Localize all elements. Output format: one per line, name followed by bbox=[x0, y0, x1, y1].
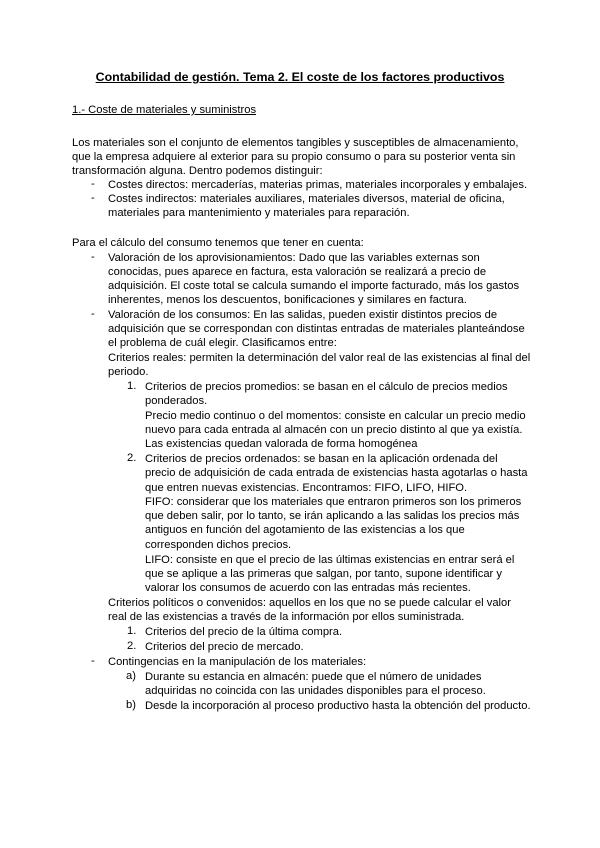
bullet-marker: - bbox=[91, 192, 95, 204]
list-item-continuation: periodo. bbox=[108, 366, 149, 378]
list-item-continuation: LIFO: consiste en que el precio de las últimas existencias en entrar será el bbox=[145, 554, 515, 566]
list-item-continuation: Precio medio continuo o del momentos: consiste en calcular un precio medio bbox=[145, 410, 526, 422]
paragraph-line: transformación alguna. Dentro podemos distinguir: bbox=[72, 165, 323, 177]
list-item-continuation: el problema de cuál elegir. Clasificamos entre: bbox=[108, 337, 337, 349]
list-item-continuation: adquiridas no coincida con las unidades disponibles para el proceso. bbox=[145, 685, 486, 697]
list-item-continuation: precio de adquisición de cada entrada de existencias hasta agotarlas o hasta bbox=[145, 467, 528, 479]
list-item: Contingencias en la manipulación de los materiales: bbox=[108, 656, 367, 668]
lettered-marker: b) bbox=[126, 699, 136, 711]
list-item: Costes directos: mercaderías, materias primas, materiales incorporales y embalajes. bbox=[108, 179, 528, 191]
list-item-continuation: inherentes, menos los descuentos, bonificaciones y similares en factura. bbox=[108, 294, 467, 306]
paragraph-line: Los materiales son el conjunto de elementos tangibles y susceptibles de almacenamiento, bbox=[72, 137, 519, 149]
list-item-continuation: adquisición que se correspondan con distintas entradas de materiales planteándose bbox=[108, 323, 525, 335]
list-item-continuation: que entren nuevas existencias. Encontramos: FIFO, LIFO, HIFO. bbox=[145, 482, 468, 494]
section-heading: 1.- Coste de materiales y suministros bbox=[72, 104, 257, 116]
numbered-marker: 2. bbox=[127, 640, 137, 652]
list-item: Desde la incorporación al proceso productivo hasta la obtención del producto. bbox=[145, 700, 531, 712]
paragraph-line: Criterios políticos o convenidos: aquellos en los que no se puede calcular el valor bbox=[108, 597, 511, 609]
list-item-continuation: adquisición. El coste total se calcula sumando el importe facturado, más los gastos bbox=[108, 280, 520, 292]
list-item-continuation: materiales para mantenimiento y materiales para reparación. bbox=[108, 207, 410, 219]
list-item: Costes indirectos: materiales auxiliares, materiales diversos, material de oficina, bbox=[108, 193, 505, 205]
list-item: Criterios del precio de mercado. bbox=[145, 641, 304, 653]
bullet-marker: - bbox=[91, 308, 95, 320]
document-title: Contabilidad de gestión. Tema 2. El coste de los factores productivos bbox=[95, 70, 505, 84]
numbered-marker: 2. bbox=[127, 452, 137, 464]
list-item-continuation: valorar los consumos de acuerdo con las entradas más recientes. bbox=[145, 582, 471, 594]
list-item: Criterios del precio de la última compra. bbox=[145, 626, 343, 638]
list-item-continuation: conocidas, pues aparece en factura, esta valoración se realizará a precio de bbox=[108, 266, 487, 278]
list-item-continuation: corresponden dichos precios. bbox=[145, 539, 292, 551]
list-item-continuation: antiguos en función del agotamiento de las existencias a los que bbox=[145, 524, 465, 536]
list-item: Valoración de los aprovisionamientos: Dado que las variables externas son bbox=[108, 252, 480, 264]
list-item-continuation: ponderados. bbox=[145, 395, 208, 407]
bullet-marker: - bbox=[91, 178, 95, 190]
list-item: Durante su estancia en almacén: puede que el número de unidades bbox=[145, 671, 482, 683]
list-item-continuation: que deben salir, por lo tanto, se irán aplicando a las salidas los precios más bbox=[145, 510, 520, 522]
paragraph-line: real de las existencias a través de la información por ellos suministrada. bbox=[108, 611, 465, 623]
list-item-continuation: que se aplique a las primeras que salgan, por tanto, supone identificar y bbox=[145, 568, 502, 580]
bullet-marker: - bbox=[91, 655, 95, 667]
list-item-continuation: FIFO: considerar que los materiales que entraron primeros son los primeros bbox=[145, 496, 522, 508]
list-item: Valoración de los consumos: En las salidas, pueden existir distintos precios de bbox=[108, 309, 498, 321]
paragraph-line: Para el cálculo del consumo tenemos que tener en cuenta: bbox=[72, 237, 364, 249]
list-item-continuation: Las existencias quedan valorada de forma homogénea bbox=[145, 438, 418, 450]
list-item-continuation: Criterios reales: permiten la determinación del valor real de las existencias al final del bbox=[108, 352, 531, 364]
numbered-marker: 1. bbox=[127, 380, 137, 392]
list-item-continuation: nuevo para cada entrada al almacén con un precio distinto al que ya existía. bbox=[145, 424, 523, 436]
list-item: Criterios de precios promedios: se basan en el cálculo de precios medios bbox=[145, 381, 508, 393]
lettered-marker: a) bbox=[126, 670, 136, 682]
numbered-marker: 1. bbox=[127, 625, 137, 637]
paragraph-line: que la empresa adquiere al exterior para su propio consumo o para su posterior venta sin bbox=[72, 151, 516, 163]
bullet-marker: - bbox=[91, 251, 95, 263]
list-item: Criterios de precios ordenados: se basan en la aplicación ordenada del bbox=[145, 453, 498, 465]
